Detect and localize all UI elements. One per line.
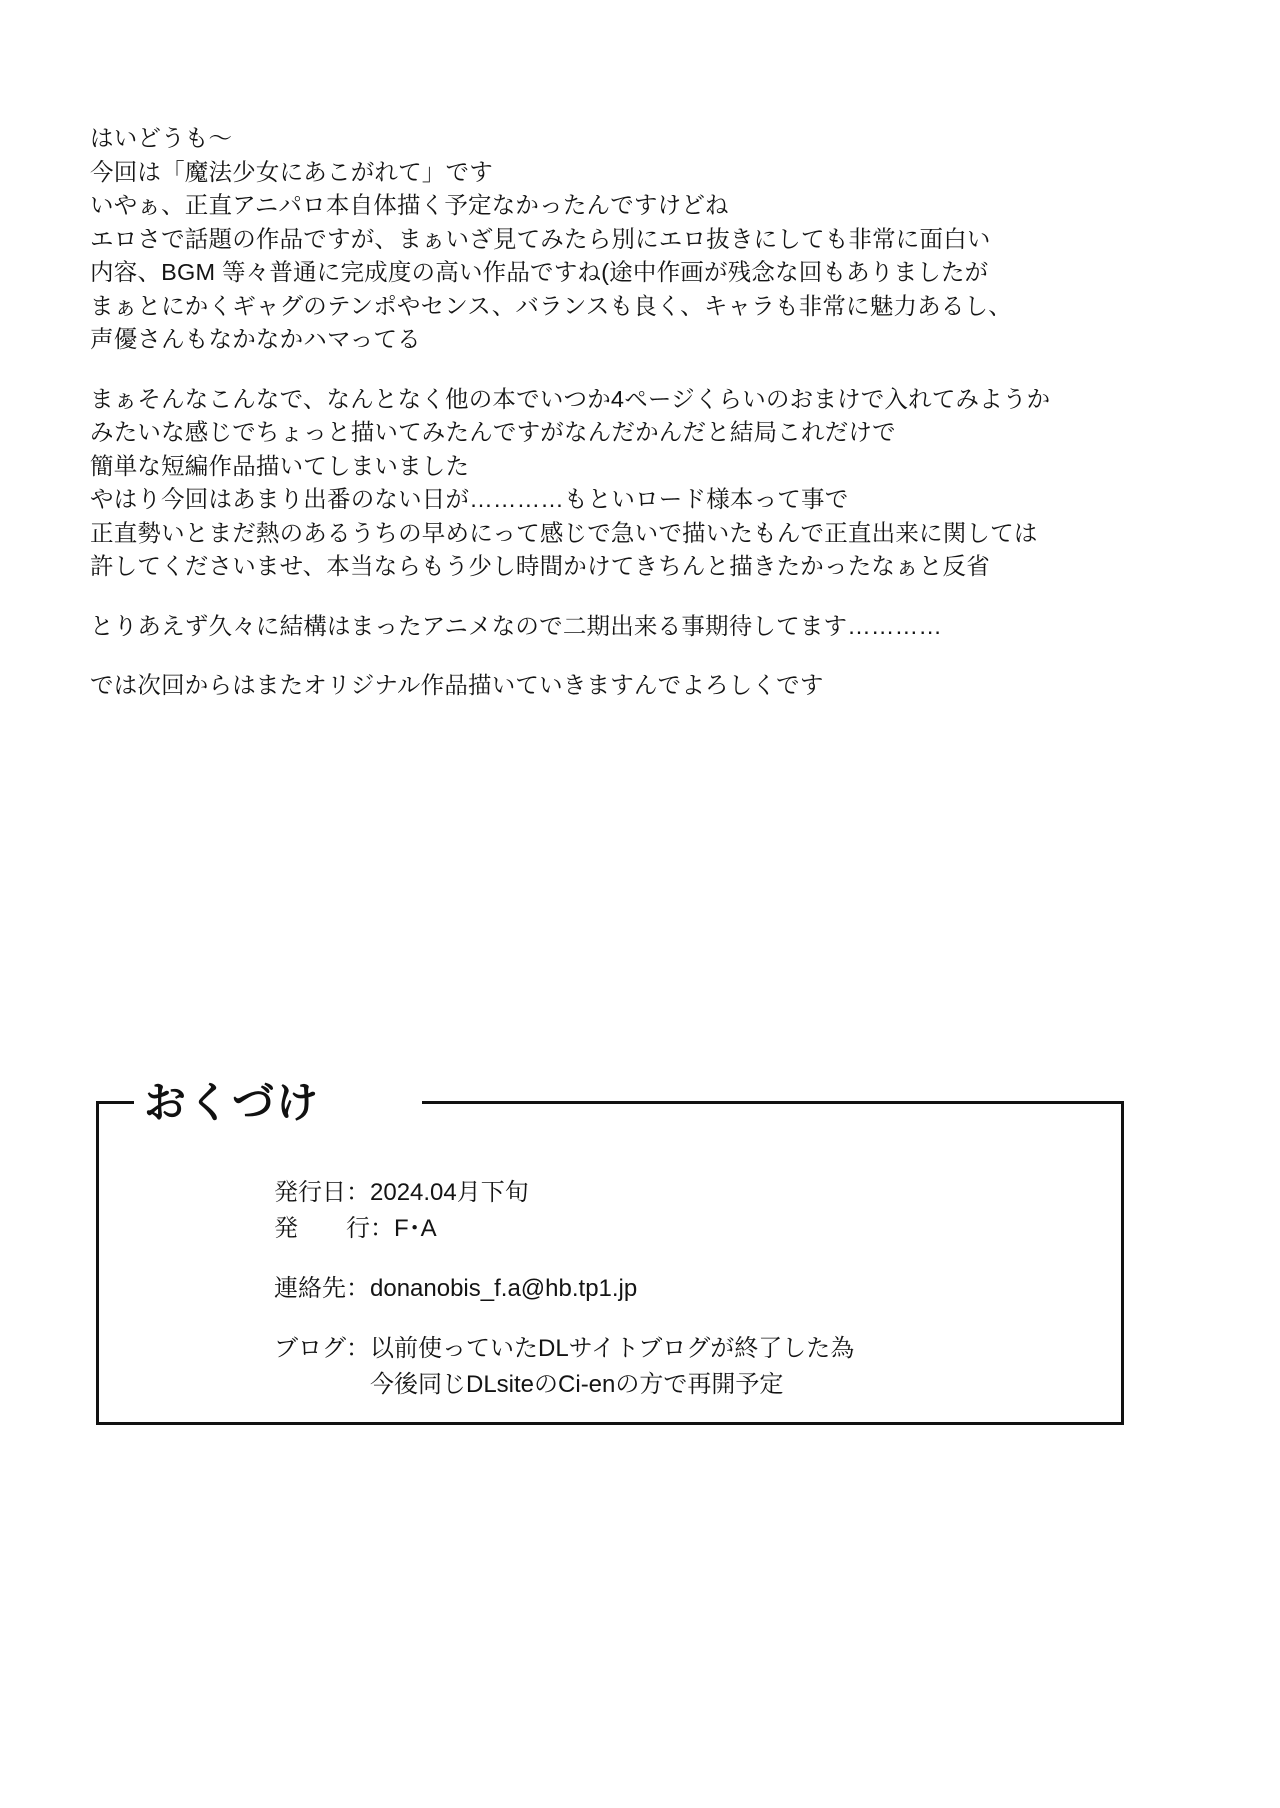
afterword-line: エロさで話題の作品ですが、まぁいざ見てみたら別にエロ抜きにしても非常に面白い	[90, 225, 991, 252]
afterword-paragraph	[90, 383, 1150, 584]
colophon-publisher: 発 行：F･A	[274, 1215, 437, 1242]
afterword-paragraph	[90, 669, 1150, 703]
afterword-line: では次回からはまたオリジナル作品描いていきますんでよろしくです	[90, 672, 824, 698]
afterword-line: 内容、BGM 等々普通に完成度の高い作品ですね(途中作画が残念な回もありましたが	[90, 259, 989, 285]
colophon-blog-line-2: 今後同じDLsiteのCi-enの方で再開予定	[370, 1371, 784, 1398]
afterword-line: まぁそんなこんなで、なんとなく他の本でいつか4ページくらいのおまけで入れてみようか	[90, 385, 1051, 412]
colophon-title: おくづけ	[144, 1079, 321, 1126]
afterword-line: 正直勢いとまだ熱のあるうちの早めにって感じで急いで描いたもんで正直出来に関しては	[90, 519, 1038, 546]
colophon-contact: 連絡先：donanobis_f.a@hb.tp1.jp	[274, 1275, 638, 1302]
colophon	[96, 1075, 1124, 1425]
afterword-paragraph	[90, 122, 1150, 357]
colophon-body	[96, 1101, 1124, 1425]
afterword-line: まぁとにかくギャグのテンポやセンス、バランスも良く、キャラも非常に魅力あるし、	[90, 292, 1012, 319]
afterword-text-block	[90, 122, 1150, 703]
afterword-line: はいどうも〜	[90, 125, 233, 151]
colophon-spacer	[96, 1247, 1124, 1271]
afterword-line: とりあえず久々に結構はまったアニメなので二期出来る事期待してます…………	[90, 612, 943, 639]
afterword-line: やはり今回はあまり出番のない日が…………もといロード様本って事で	[90, 486, 849, 512]
afterword-line: 今回は「魔法少女にあこがれて」です	[90, 158, 493, 185]
colophon-publish-date: 発行日：2024.04月下旬	[274, 1179, 529, 1206]
colophon-blog-line-1: ブログ：以前使っていたDLサイトブログが終了した為	[274, 1335, 855, 1362]
colophon-spacer	[96, 1307, 1124, 1331]
afterword-line: いやぁ、正直アニパロ本自体描く予定なかったんですけどね	[90, 192, 729, 218]
afterword-line: 簡単な短編作品描いてしまいました	[90, 452, 470, 479]
afterword-line: みたいな感じでちょっと描いてみたんですがなんだかんだと結局これだけで	[90, 419, 896, 445]
afterword-line: 許してくださいませ、本当ならもう少し時間かけてきちんと描きたかったなぁと反省	[90, 553, 990, 579]
afterword-line: 声優さんもなかなかハマってる	[90, 326, 421, 352]
afterword-paragraph	[90, 610, 1150, 644]
